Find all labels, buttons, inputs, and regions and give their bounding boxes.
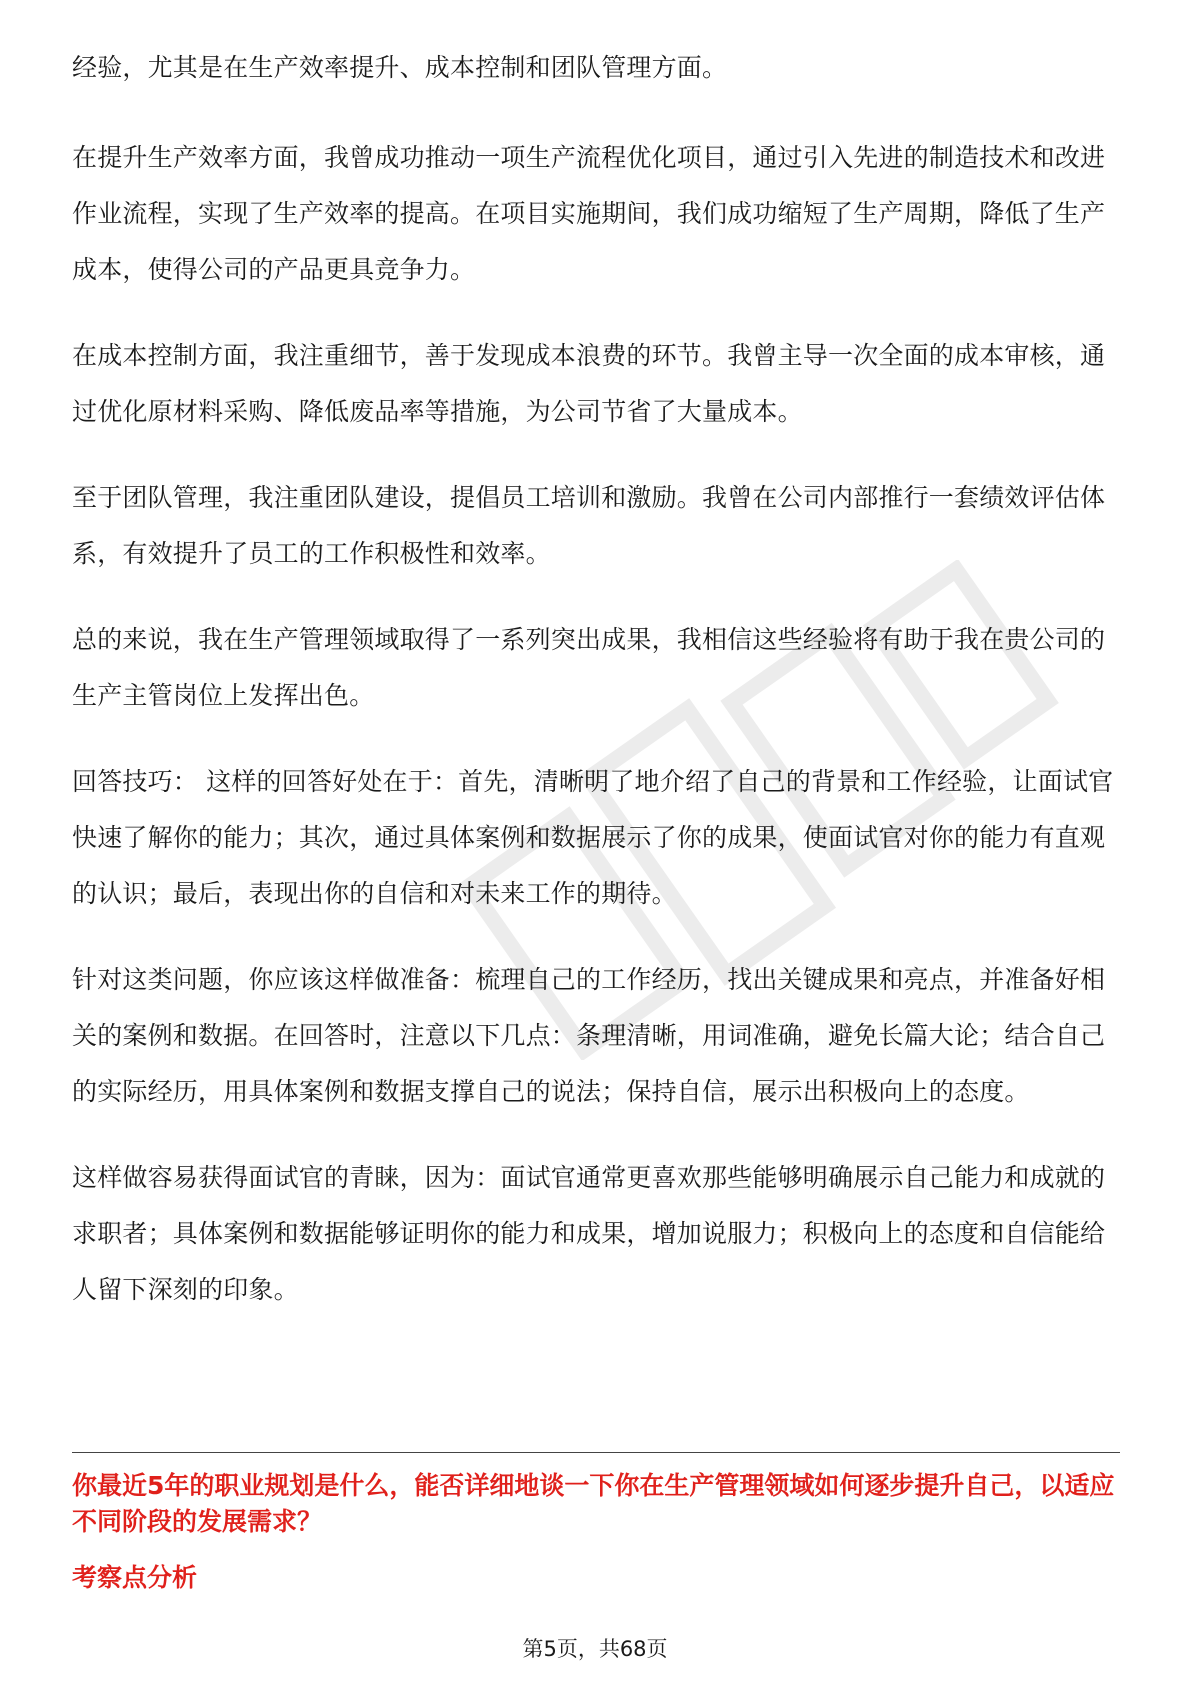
paragraph-experience-summary: 经验，尤其是在生产效率提升、成本控制和团队管理方面。 (72, 53, 728, 82)
page-number: 第5页，共68页 (522, 1637, 668, 1661)
section-heading: 考察点分析 (72, 1563, 198, 1592)
paragraph-team-management: 至于团队管理，我注重团队建设，提倡员工培训和激励。我曾在公司内部推行一套绩效评估体系，有效提升了员工的工作积极性和效率。 (72, 483, 1106, 568)
paragraph-answer-tips: 回答技巧： 这样的回答好处在于：首先，清晰明了地介绍了自己的背景和工作经验，让面试官快速了解你的能力；其次，通过具体案例和数据展示了你的成果，使面试官对你的能力有直观的认识；最后，表现出你的自信和对未来工作的期待。 (72, 767, 1114, 908)
paragraph-efficiency: 在提升生产效率方面，我曾成功推动一项生产流程优化项目，通过引入先进的制造技术和改进作业流程，实现了生产效率的提高。在项目实施期间，我们成功缩短了生产周期，降低了生产成本，使得公司的产品更具竞争力。 (72, 143, 1106, 284)
paragraph-why-favored: 这样做容易获得面试官的青睐，因为：面试官通常更喜欢那些能够明确展示自己能力和成就的求职者；具体案例和数据能够证明你的能力和成果，增加说服力；积极向上的态度和自信能给人留下深刻的印象。 (72, 1163, 1106, 1304)
paragraph-preparation: 针对这类问题，你应该这样做准备：梳理自己的工作经历，找出关键成果和亮点，并准备好相关的案例和数据。在回答时，注意以下几点：条理清晰，用词准确，避免长篇大论；结合自己的实际经历，用具体案例和数据支撑自己的说法；保持自信，展示出积极向上的态度。 (72, 965, 1106, 1106)
body-content (72, 40, 1120, 1348)
paragraph-conclusion: 总的来说，我在生产管理领域取得了一系列突出成果，我相信这些经验将有助于我在贵公司的生产主管岗位上发挥出色。 (72, 625, 1106, 710)
section-divider (72, 1452, 1120, 1453)
interview-question: 你最近5年的职业规划是什么，能否详细地谈一下你在生产管理领域如何逐步提升自己，以适应不同阶段的发展需求？ (72, 1471, 1115, 1536)
paragraph-cost-control: 在成本控制方面，我注重细节，善于发现成本浪费的环节。我曾主导一次全面的成本审核，通过优化原材料采购、降低废品率等措施，为公司节省了大量成本。 (72, 341, 1106, 426)
